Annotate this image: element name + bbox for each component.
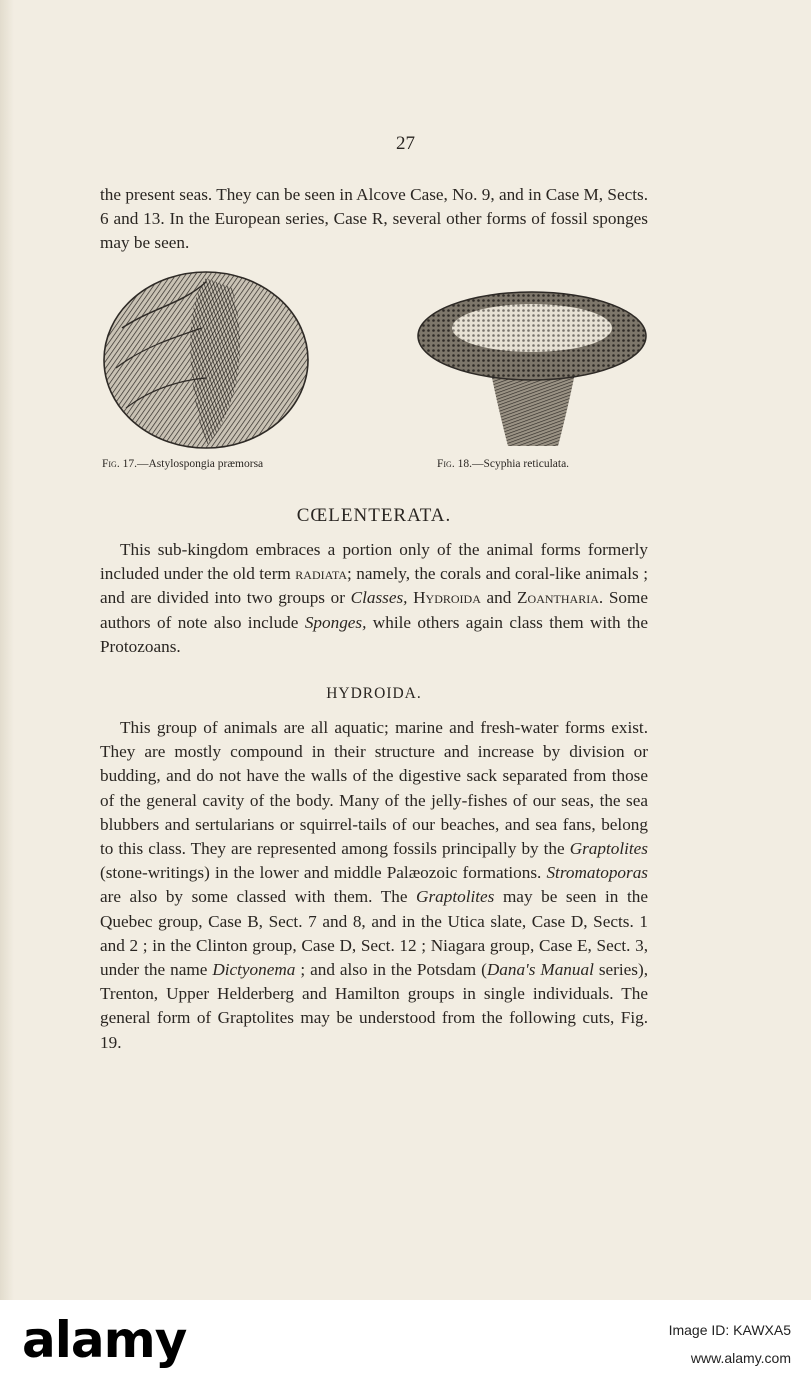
hydro-term-graptolites: Graptolites	[569, 839, 648, 859]
intro-paragraph	[100, 183, 648, 256]
coel-term-classes: Classes,	[350, 588, 408, 608]
hydroida-heading: HYDROIDA.	[326, 685, 422, 702]
coel-term-sponges: Sponges,	[304, 612, 367, 632]
alamy-logo[interactable]: alamy	[22, 1311, 187, 1369]
coel-text-1: This sub-kingdom embraces a portion only of the animal forms formerly included under the old term	[100, 540, 648, 584]
fig18-caption	[437, 458, 569, 470]
hydroida-paragraph	[100, 716, 648, 1055]
intro-paragraph-text: the present seas. They can be seen in Alcove Case, No. 9, and in Case M, Sects. 6 and 13. In the European series, Case R, several other forms of fossil sponges may be seen.	[100, 185, 648, 253]
coel-and-word: and	[480, 588, 518, 608]
hydro-term-stromatoporas: Stromatoporas	[546, 863, 648, 883]
coel-term-radiata: radiata	[295, 564, 347, 584]
fig17-caption-text: —Astylospongia præmorsa	[136, 458, 264, 470]
coel-text-3: Some authors of note also include	[100, 588, 648, 632]
hydro-term-graptolites-2: Graptolites	[416, 887, 495, 907]
fig18-caption-text: —Scyphia reticulata.	[471, 458, 570, 470]
coel-term-hydroida: Hydroida	[413, 588, 481, 608]
coel-text-2: ; namely, the corals and coral-like animals ; and are divided into two groups or	[100, 564, 648, 608]
fig17-caption	[102, 458, 263, 470]
page-number: 27	[396, 133, 415, 154]
fig18-scyphia-illustration	[416, 288, 648, 450]
hydro-text-2: (stone-writings) in the lower and middle Palæozoic formations.	[100, 863, 547, 883]
coel-text-4: while others again class them with the Protozoans.	[100, 612, 648, 656]
hydro-text-6: series), Trenton, Upper Helderberg and Hamilton groups in single individuals. The general form of Graptolites may be understood from the following cuts, Fig. 19.	[100, 960, 648, 1052]
image-id-label: Image ID: KAWXA5	[668, 1322, 791, 1338]
page-edge-shadow	[0, 0, 14, 1300]
fig17-label: Fig. 17.	[102, 458, 137, 470]
site-url-link[interactable]: www.alamy.com	[690, 1350, 791, 1366]
coelenterata-paragraph	[100, 538, 648, 659]
hydro-text-5: ; and also in the Potsdam (	[295, 960, 487, 980]
hydro-term-dictyonema: Dictyonema	[212, 960, 296, 980]
hydro-term-danas-manual: Dana's Manual	[486, 960, 594, 980]
hydro-text-4: may be seen in the Quebec group, Case B, Sect. 7 and 8, and in the Utica slate, Case D, Sects. 1 and 2 ; in the Clinton group, Case D, Sect. 12 ; Niagara group, Case E, Sect. 3, under the name	[100, 887, 648, 980]
hydro-text-3: are also by some classed with them. The	[100, 887, 417, 907]
coel-term-zoantharia: Zoantharia.	[517, 588, 604, 608]
coelenterata-heading: CŒLENTERATA.	[296, 505, 452, 526]
fig18-label: Fig. 18.	[437, 458, 472, 470]
hydro-text-1: This group of animals are all aquatic; marine and fresh-water forms exist. They are mostly compound in their structure and increase by division or budding, and do not have the walls of the digestive sack separated from those of the general cavity of the body. Many of the jelly-fishes of our seas, the sea blubbers and sertularians or squirrel-tails of our beaches, and sea fans, belong to this class. They are represented among fossils principally by the	[100, 718, 648, 859]
fig17-astylospongia-illustration	[102, 268, 310, 450]
